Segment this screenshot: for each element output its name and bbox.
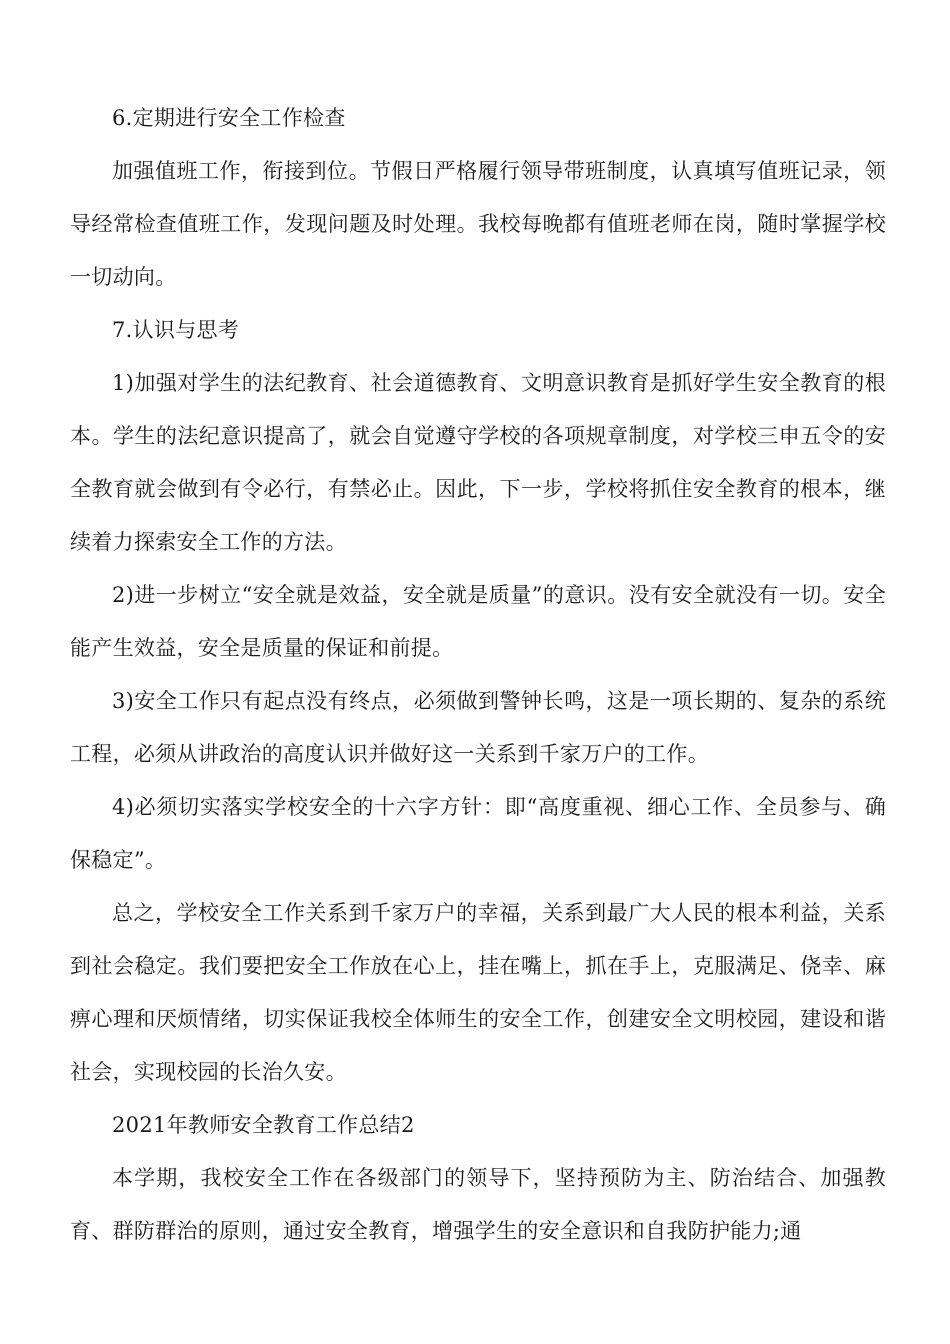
paragraph-conclusion: 总之，学校安全工作关系到千家万户的幸福，关系到最广大人民的根本利益，关系到社会稳定。我们要把安全工作放在心上，挂在嘴上，抓在手上，克服满足、侥幸、麻痹心理和厌烦情绪，切实保证我校全体师生的安全工作，创建安全文明校园，建设和谐社会，实现校园的长治久安。: [70, 901, 886, 1084]
section-heading-6: 6.定期进行安全工作检查: [112, 106, 346, 130]
section-heading-7: 7.认识与思考: [112, 318, 240, 342]
paragraph-point-3: 3)安全工作只有起点没有终点，必须做到警钟长鸣，这是一项长期的、复杂的系统工程，必须从讲政治的高度认识并做好这一关系到千家万户的工作。: [70, 689, 886, 766]
paragraph-intro-2: 本学期，我校安全工作在各级部门的领导下，坚持预防为主、防治结合、加强教育、群防群治的原则，通过安全教育，增强学生的安全意识和自我防护能力;通: [70, 1166, 886, 1243]
paragraph-duty-work: 加强值班工作，衔接到位。节假日严格履行领导带班制度，认真填写值班记录，领导经常检查值班工作，发现问题及时处理。我校每晚都有值班老师在岗，随时掌握学校一切动向。: [70, 159, 886, 289]
paragraph-point-1: 1)加强对学生的法纪教育、社会道德教育、文明意识教育是抓好学生安全教育的根本。学生的法纪意识提高了，就会自觉遵守学校的各项规章制度，对学校三申五令的安全教育就会做到有令必行，有禁必止。因此，下一步，学校将抓住安全教育的根本，继续着力探索安全工作的方法。: [70, 371, 886, 554]
paragraph-point-4: 4)必须切实落实学校安全的十六字方针：即“高度重视、细心工作、全员参与、确保稳定”。: [70, 795, 886, 872]
paragraph-point-2: 2)进一步树立“安全就是效益，安全就是质量”的意识。没有安全就没有一切。安全能产生效益，安全是质量的保证和前提。: [70, 583, 886, 660]
document-title-2: 2021年教师安全教育工作总结2: [112, 1113, 415, 1137]
document-page: [70, 92, 886, 1258]
